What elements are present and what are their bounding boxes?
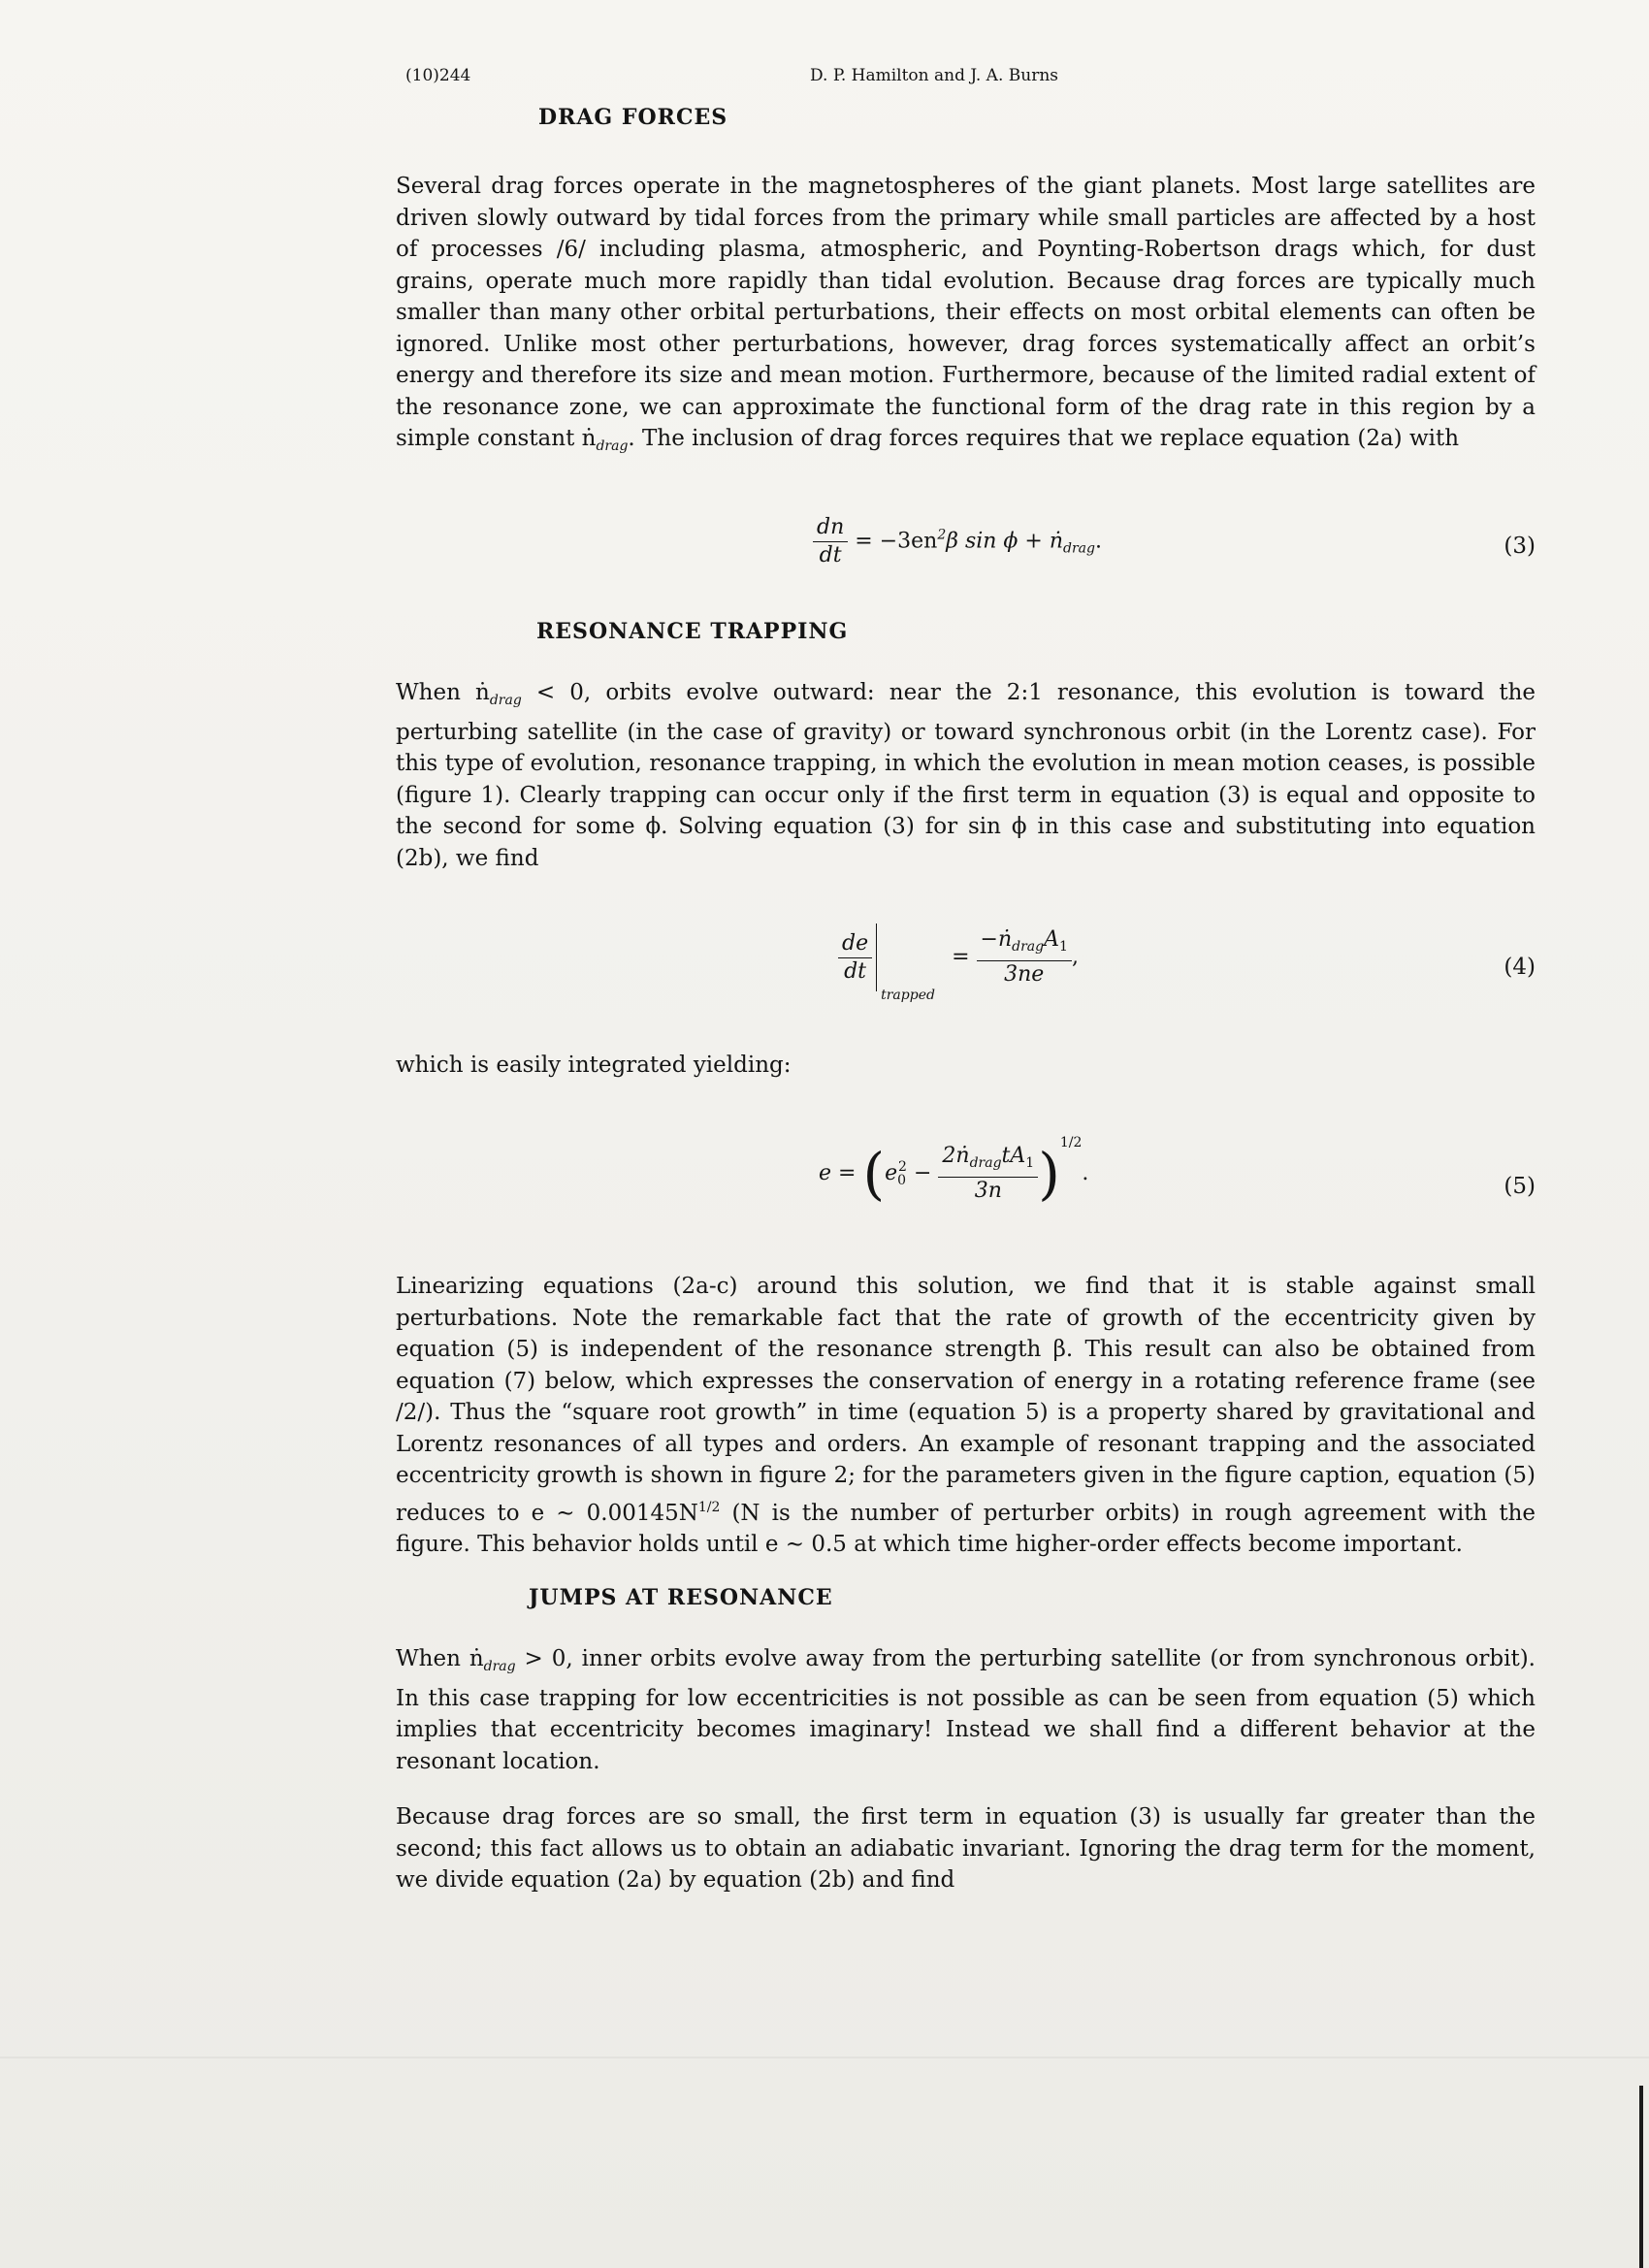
- equation-5: $e = (e_0^2$ − $\frac{2ṅ_{drag}tA_1}{3n}$ )$^{1/2}$. (5): [819, 1135, 1536, 1207]
- equation-3: $\frac{dn}{dt}$ = $-3en^2\beta$ sin ϕ + ṅ$_{drag}$. (3): [396, 514, 1536, 592]
- paragraph-jumps-2: Because drag forces are so small, the first term in equation (3) is usually far greater than the second; this fact allows us to obtain an adiabatic invariant. Ignoring the drag term for the moment, we divide equation (2a) by equation (2b) and find: [396, 1804, 1536, 1893]
- heading-resonance-trapping: RESONANCE TRAPPING: [536, 619, 849, 644]
- equation-4: $\frac{de}{dt}$ trapped = $\frac{-ṅ_{drag}A_1}{3ne}$ , (4): [396, 923, 1536, 1021]
- running-header-authors: D. P. Hamilton and J. A. Burns: [810, 66, 1059, 85]
- equation-3-number: (3): [1504, 534, 1536, 559]
- paragraph-trapping-1: When ṅ$_{drag}$ < 0, orbits evolve outward: near the 2:1 resonance, this evolution is toward the perturbing satellite (in the case of gravity) or toward synchronous orbit (in the Lorentz case). For this type of evolution, resonance trapping, in which the evolution in mean motion ceases, is possible (figure 1). Clearly trapping can occur only if the first term in equation (3) is equal and opposite to the second for some ϕ. Solving equation (3) for sin ϕ in this case and substituting into equation (2b), we find: [396, 680, 1536, 871]
- equation-5-number: (5): [1504, 1174, 1536, 1199]
- page-number: (10)244: [405, 66, 471, 85]
- paragraph-jumps-1: When ṅ$_{drag}$ > 0, inner orbits evolve away from the perturbing satellite (or from synchronous orbit). In this case trapping for low eccentricities is not possible as can be seen from equation (5) which implies that eccentricity becomes imaginary! Instead we shall find a different behavior at the resonant location.: [396, 1646, 1536, 1774]
- paragraph-drag-1b: The inclusion of drag forces requires that we replace equation (2a) with: [642, 426, 1460, 451]
- heading-drag-forces: DRAG FORCES: [538, 105, 728, 130]
- page-crease: [0, 2057, 1649, 2058]
- paragraph-integrated: which is easily integrated yielding:: [396, 1053, 792, 1078]
- scan-edge: [1639, 2086, 1643, 2268]
- paragraph-drag-1: Several drag forces operate in the magnetospheres of the giant planets. Most large satellites are driven slowly outward by tidal forces from the primary while small particles are affected by a host of processes /6/ including plasma, atmospheric, and Poynting-Robertson drags which, for dust grains, operate much more rapidly than tidal evolution. Because drag forces are typically much smaller than many other orbital perturbations, their effects on most orbital elements can often be ignored. Unlike most other perturbations, however, drag forces systematically affect an orbit’s energy and therefore its size and mean motion. Furthermore, because of the limited radial extent of the resonance zone, we can approximate the functional form of the drag rate in this region by a simple constant ṅ$_{drag}$. The inclusion of drag forces requires that we replace equation (2a) with: [396, 174, 1536, 454]
- equation-4-number: (4): [1504, 955, 1536, 980]
- heading-jumps-at-resonance: JUMPS AT RESONANCE: [529, 1585, 833, 1610]
- paragraph-trapping-2: Linearizing equations (2a-c) around this solution, we find that it is stable against small perturbations. Note the remarkable fact that the rate of growth of the eccentricity given by equation (5) is independent of the resonance strength β. This result can also be obtained from equation (7) below, which expresses the conservation of energy in a rotating reference frame (see /2/). Thus the “square root growth” in time (equation 5) is a property shared by gravitational and Lorentz resonances of all types and orders. An example of resonant trapping and the associated eccentricity growth is shown in figure 2; for the parameters given in the figure caption, equation (5) reduces to e ∼ $0.00145N^{1/2}$ (N is the number of perturber orbits) in rough agreement with the figure. This behavior holds until e ∼ 0.5 at which time higher-order effects become important.: [396, 1274, 1536, 1557]
